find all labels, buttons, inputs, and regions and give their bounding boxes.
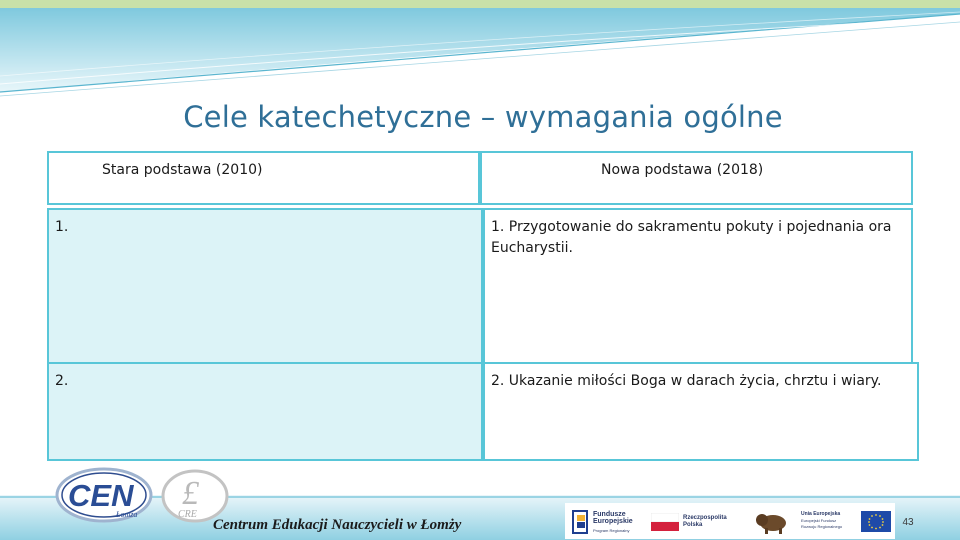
cre-logo-icon: [160, 468, 230, 524]
cen-logo-subtext: Łomża: [116, 510, 138, 519]
table-row-2-old-cell: [47, 362, 483, 461]
header-cell-old: [47, 151, 480, 205]
slide-title: Cele katechetyczne – wymagania ogólne: [183, 100, 783, 134]
row-1-new-text: 1. Przygotowanie do sakramentu pokuty i pojednania ora Eucharystii.: [491, 219, 892, 256]
cen-logo-text: CEN: [68, 478, 134, 513]
row-2-new-text: 2. Ukazanie miłości Boga w darach życia, chrztu i wiary.: [491, 373, 882, 389]
eu-flag-icon: [861, 511, 891, 532]
fundusze-line-2: Europejskie: [593, 518, 633, 525]
header-old-label: Stara podstawa (2010): [102, 162, 263, 178]
rp-line-2: Polska: [683, 522, 703, 528]
cre-logo-text: CRE: [178, 509, 197, 520]
footer-institution-name: Centrum Edukacji Nauczycieli w Łomży: [213, 517, 462, 533]
ue-line-1: Unia Europejska: [801, 511, 841, 517]
table-row-1-new-cell: [483, 208, 913, 364]
eu-funding-logos: [565, 503, 895, 539]
cen-logo-icon: [54, 465, 158, 525]
bison-icon: [755, 509, 789, 535]
ue-line-2: Europejski Fundusz: [801, 518, 837, 523]
header-cell-new: [480, 151, 913, 205]
top-decorative-band: [0, 0, 960, 100]
fundusze-sub: Program Regionalny: [593, 528, 630, 533]
svg-text:£: £: [182, 475, 199, 512]
ue-line-3: Rozwoju Regionalnego: [801, 524, 843, 529]
row-1-old-text: 1.: [55, 219, 69, 235]
fundusze-europejskie-icon: [571, 509, 591, 535]
polish-flag-icon: [651, 513, 679, 531]
table-row-2-new-cell: [483, 362, 919, 461]
table-row-1-old-cell: [47, 208, 483, 364]
rp-line-1: Rzeczpospolita: [683, 515, 727, 521]
row-2-old-text: 2.: [55, 373, 69, 389]
page-number: 43: [902, 517, 914, 528]
header-new-label: Nowa podstawa (2018): [601, 162, 764, 178]
fundusze-line-1: Fundusze: [593, 511, 626, 518]
